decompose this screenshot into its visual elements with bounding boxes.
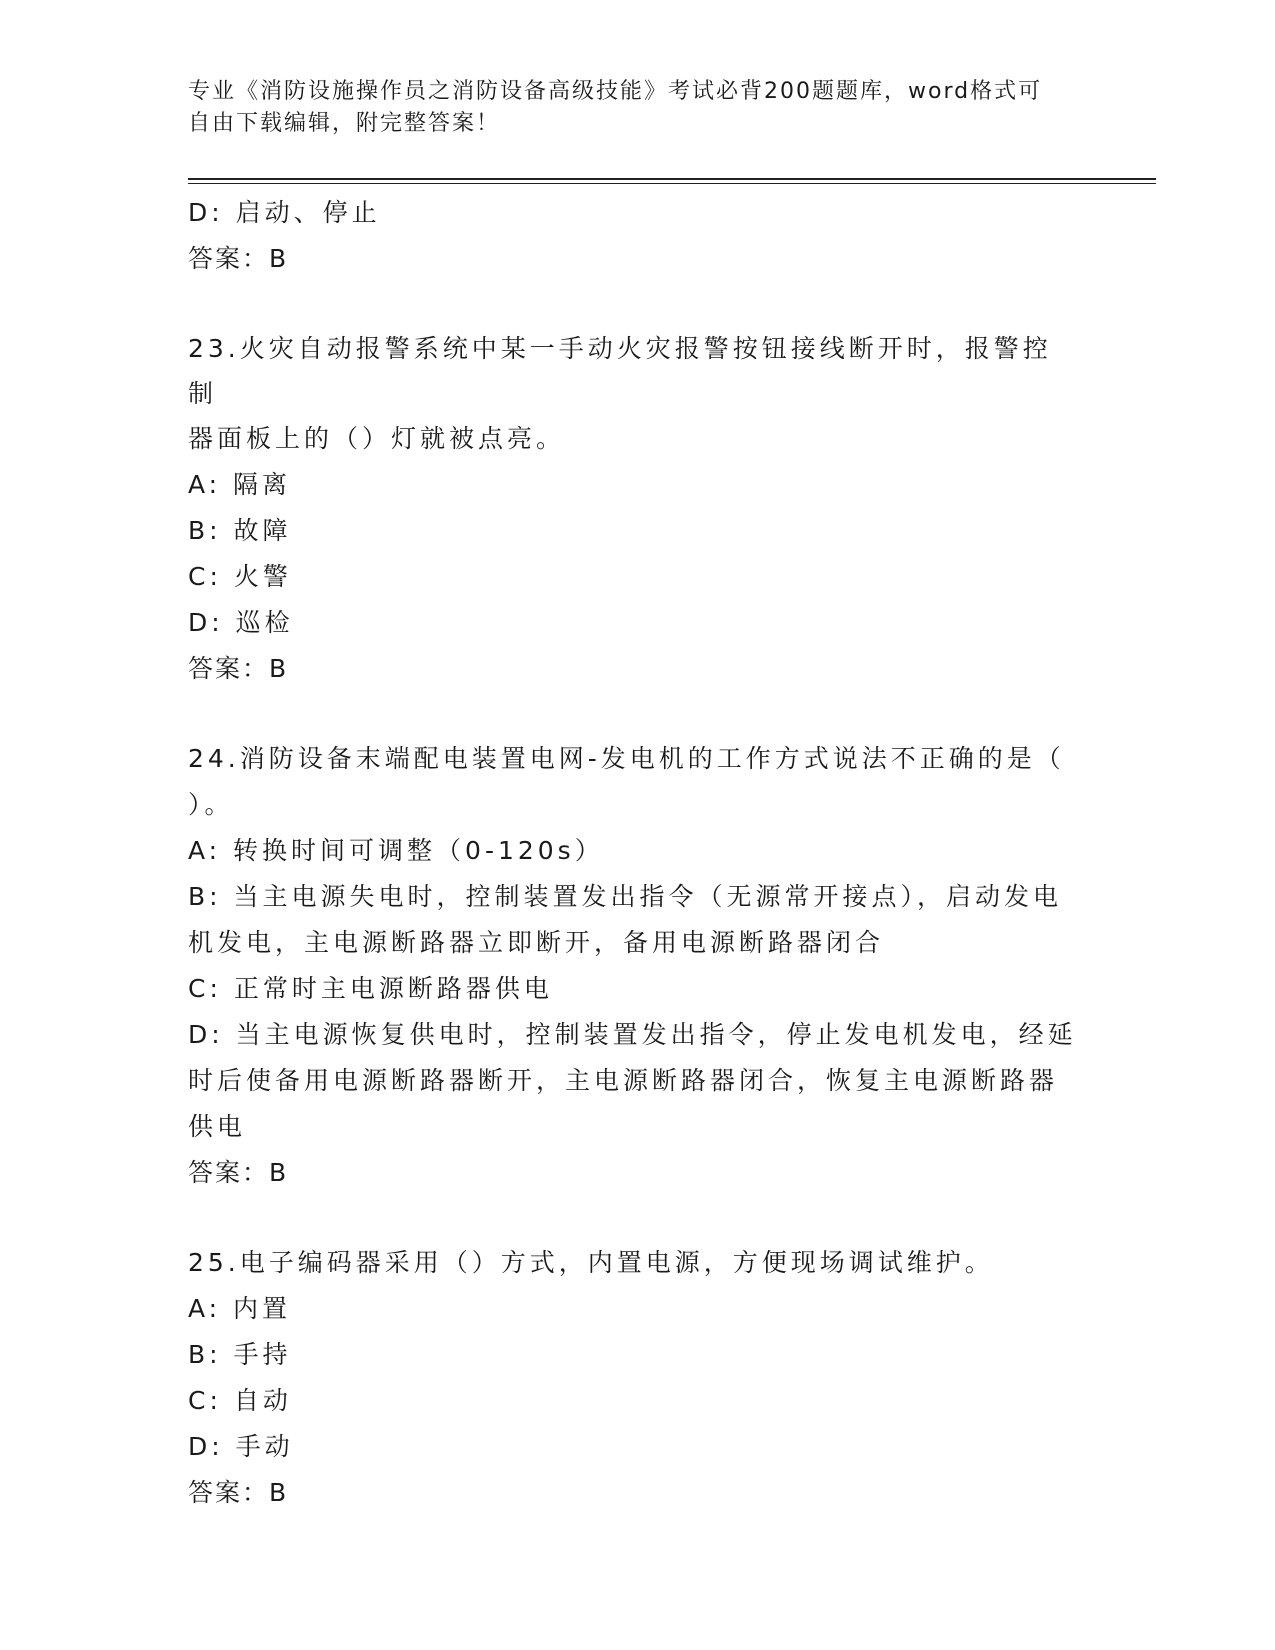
option-c: C: 火警 [188, 562, 292, 591]
answer: 答案：B [188, 1158, 289, 1187]
question-25 [188, 1240, 1078, 1516]
option-d-continued: 供电 [188, 1112, 247, 1141]
spacer [188, 692, 1078, 736]
answer: 答案：B [188, 654, 289, 683]
option-d-continued: 时后使备用电源断路器断开，主电源断路器闭合，恢复主电源断路器 [188, 1066, 1059, 1095]
header-line-1: 专业《消防设施操作员之消防设备高级技能》考试必背200题题库，word格式可 [188, 79, 1043, 104]
option-d: D: 启动、停止 [188, 198, 381, 227]
header-line-2: 自由下载编辑，附完整答案！ [188, 111, 501, 136]
question-stem: ）。 [188, 790, 234, 819]
question-stem: 23.火灾自动报警系统中某一手动火灾报警按钮接线断开时，报警控制 [188, 334, 1052, 408]
option-d: D: 当主电源恢复供电时，控制装置发出指令，停止发电机发电，经延 [188, 1020, 1077, 1049]
question-stem: 器面板上的（）灯就被点亮。 [188, 424, 566, 453]
header-divider-thick [188, 178, 1156, 180]
option-b: B: 手持 [188, 1340, 292, 1369]
option-d: D: 手动 [188, 1432, 294, 1461]
option-c: C: 自动 [188, 1386, 292, 1415]
option-c: C: 正常时主电源断路器供电 [188, 974, 553, 1003]
option-a: A: 内置 [188, 1294, 292, 1323]
option-b: B: 故障 [188, 516, 292, 545]
spacer [188, 1196, 1078, 1240]
option-b: B: 当主电源失电时，控制装置发出指令（无源常开接点），启动发电 [188, 882, 1063, 911]
answer: 答案：B [188, 1478, 289, 1507]
question-stem: 24.消防设备末端配电装置电网-发电机的工作方式说法不正确的是（ [188, 744, 1065, 773]
option-a: A: 隔离 [188, 470, 292, 499]
option-a: A: 转换时间可调整（0-120s） [188, 836, 604, 865]
question-list [188, 190, 1078, 1516]
question-24 [188, 736, 1078, 1196]
document-header [188, 76, 1068, 140]
option-d: D: 巡检 [188, 608, 294, 637]
question-stem: 25.电子编码器采用（）方式，内置电源，方便现场调试维护。 [188, 1248, 994, 1277]
answer: 答案：B [188, 244, 289, 273]
option-b-continued: 机发电，主电源断路器立即断开，备用电源断路器闭合 [188, 928, 885, 957]
header-divider-thin [188, 183, 1156, 184]
spacer [188, 282, 1078, 326]
question-23 [188, 326, 1078, 692]
